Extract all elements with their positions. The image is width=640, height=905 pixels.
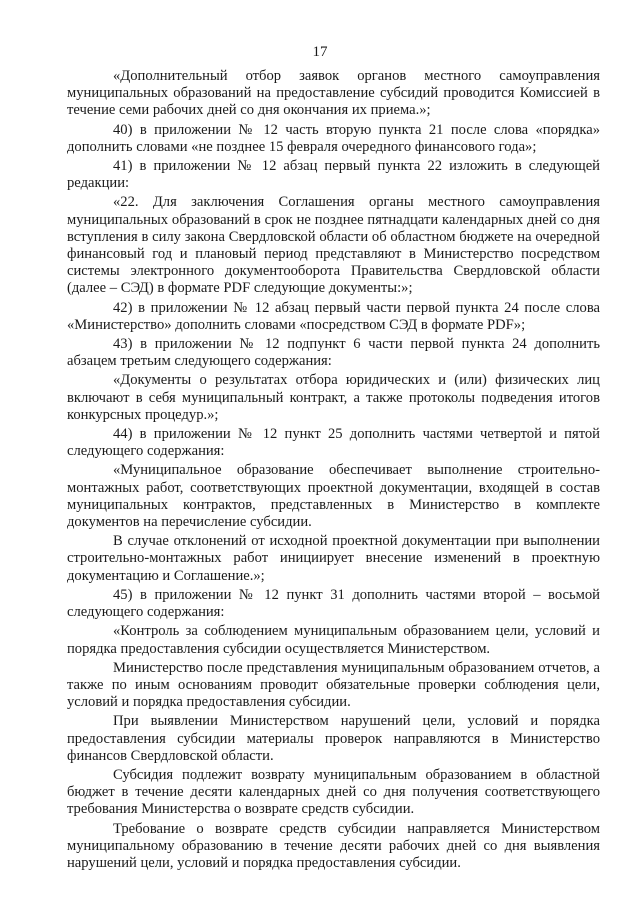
page-number: 17: [312, 44, 328, 60]
paragraph: 42) в приложении № 12 абзац первый части первой пункта 24 после слова «Министерство» дополнить словами «посредством СЭД в формате PDF»;: [67, 299, 600, 333]
paragraph: 43) в приложении № 12 подпункт 6 части первой пункта 24 дополнить абзацем третьим следующего содержания:: [67, 336, 600, 370]
paragraph: 45) в приложении № 12 пункт 31 дополнить частями второй – восьмой следующего содержания:: [67, 586, 600, 621]
paragraph: 44) в приложении № 12 пункт 25 дополнить частями четвертой и пятой следующего содержания:: [67, 426, 600, 460]
paragraph: «Документы о результатах отбора юридических и (или) физических лиц включают в себя муниципальный контракт, а также протоколы подведения итогов конкурсных процедур.»;: [67, 372, 600, 423]
paragraph: «22. Для заключения Соглашения органы местного самоуправления муниципальных образований в срок не позднее пятнадцати календарных дней со дня вступления в силу закона Свердловской области об областном бюджете на очередной финансовый год и плановый период представляют в Министерство посредством системы электронного документооборота Правительства Свердловской области (далее – СЭД) в формате PDF следующие документы:»;: [67, 194, 600, 297]
paragraph: «Дополнительный отбор заявок органов местного самоуправления муниципальных образований на предоставление субсидий проводится Комиссией в течение семи рабочих дней со дня окончания их приема.»;: [67, 68, 600, 119]
paragraph: 40) в приложении № 12 часть вторую пункта 21 после слова «порядка» дополнить словами «не позднее 15 февраля очередного финансового года»;: [67, 121, 600, 155]
paragraph: 41) в приложении № 12 абзац первый пункта 22 изложить в следующей редакции:: [67, 158, 600, 192]
paragraph: Министерство после представления муниципальным образованием отчетов, а также по иным основаниям проводит обязательные проверки соблюдения цели, условий и порядка предоставления субсидии.: [67, 659, 600, 711]
paragraph: «Муниципальное образование обеспечивает выполнение строительно-монтажных работ, соответствующих проектной документации, входящей в состав муниципальных контрактов, представленных в Министерство в комплекте документов на перечисление субсидии.: [67, 462, 600, 531]
paragraph: Субсидия подлежит возврату муниципальным образованием в областной бюджет в течение десяти календарных дней со дня получения соответствующего требования Министерства о возврате средств субсидии.: [67, 766, 600, 818]
paragraph: «Контроль за соблюдением муниципальным образованием цели, условий и порядка предоставления субсидии осуществляется Министерством.: [67, 623, 600, 657]
paragraph: Требование о возврате средств субсидии направляется Министерством муниципальному образованию в течение десяти рабочих дней со дня выявления нарушений цели, условий и порядка предоставления субсидии.: [67, 820, 600, 871]
paragraph: При выявлении Министерством нарушений цели, условий и порядка предоставления субсидии материалы проверок направляются в Министерство финансов Свердловской области.: [67, 713, 600, 764]
paragraph: В случае отклонений от исходной проектной документации при выполнении строительно-монтажных работ инициирует внесение изменений в проектную документацию и Соглашение.»;: [67, 533, 600, 584]
document-body: [67, 68, 600, 874]
